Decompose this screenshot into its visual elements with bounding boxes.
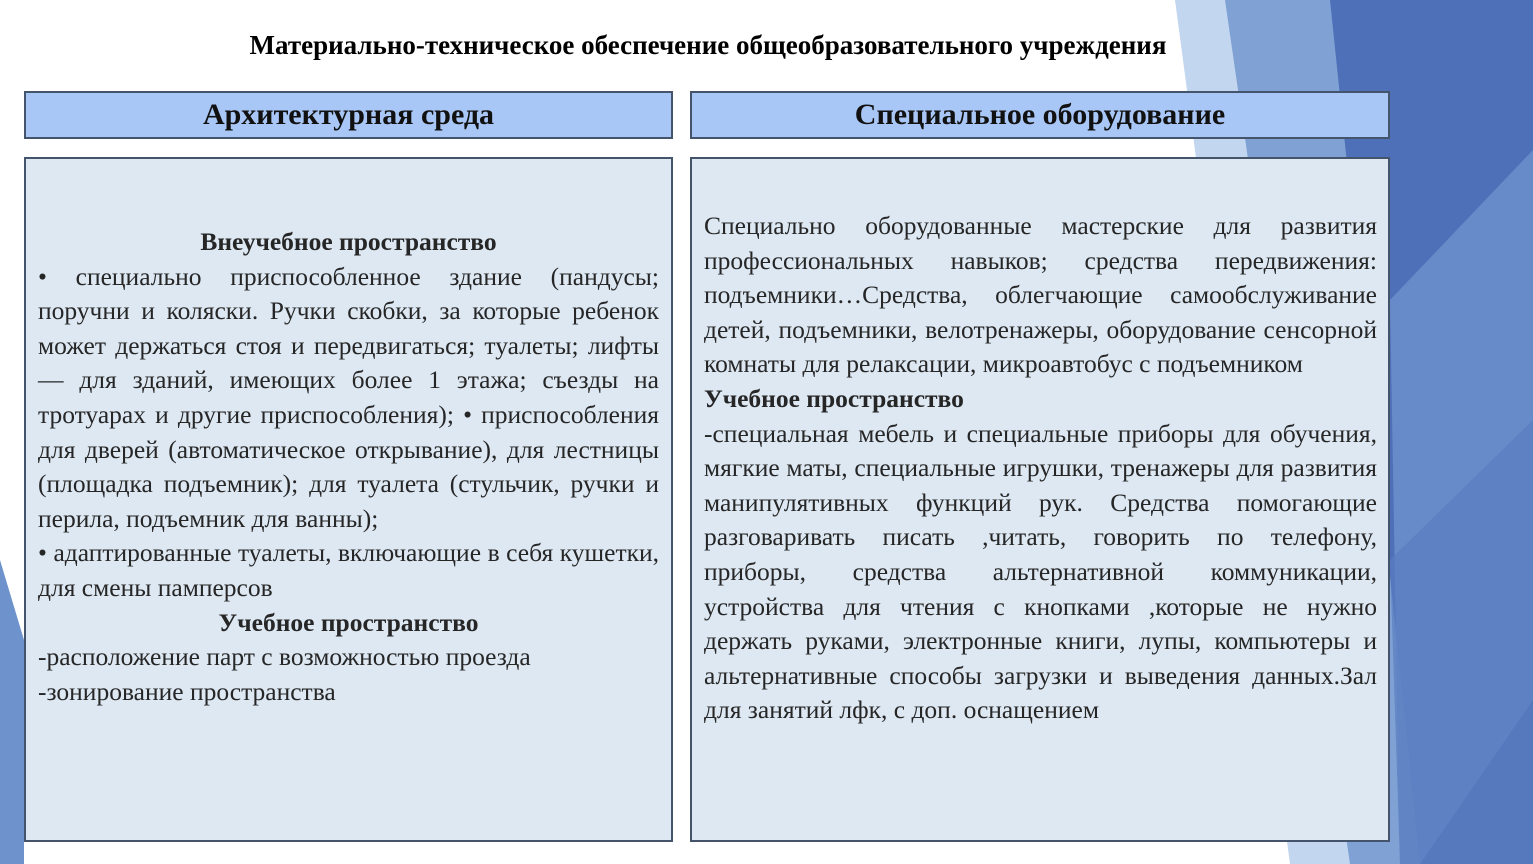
left-section2-line1: -расположение парт с возможностью проезда (38, 642, 531, 672)
left-section2-line2: -зонирование пространства (38, 676, 336, 706)
page-title: Материально-техническое обеспечение общеобразовательного учреждения (249, 30, 1167, 60)
right-section-heading: Учебное пространство (704, 383, 964, 413)
left-section2-heading: Учебное пространство (218, 607, 479, 637)
left-section1-text2: • адаптированные туалеты, включающие в себя кушетки, для смены памперсов (38, 538, 659, 602)
panel-architectural-environment (24, 157, 673, 842)
left-section1-heading: Внеучебное пространство (200, 227, 497, 256)
right-paragraph1: Специально оборудованные мастерские для развития профессиональных навыков; средства передвижения: подъемники…Средства, облегчающие самообслуживание детей, подъемники, велотренажеры, оборудование сенсорной комнаты для релаксации, микроавтобус с подъемником (704, 211, 1377, 379)
deco-left-facet (0, 560, 24, 864)
right-paragraph2: -специальная мебель и специальные приборы для обучения, мягкие маты, специальные игрушки, тренажеры для развития манипулятивных функций рук. Средства помогающие разговаривать писать ,читать, говорить по телефону, приборы, средства альтернативной коммуникации, устройства для чтения с кнопками ,которые не нужно держать руками, электронные книги, лупы, компьютеры и альтернативные способы загрузки и выведения данных.Зал для занятий лфк, с доп. оснащением (704, 418, 1377, 725)
header-special-equipment: Специальное оборудование (690, 91, 1390, 139)
header-architectural-environment: Архитектурная среда (24, 91, 673, 139)
left-section1-text: • специально приспособленное здание (пандусы; поручни и коляски. Ручки скобки, за которые ребенок может держаться стоя и передвигаться; туалеты; лифты — для зданий, имеющих более 1 этажа; съезды на тротуарах и другие приспособления); • приспособления для дверей (автоматическое открывание), для лестницы (площадка подъемник); для туалета (стульчик, ручки и перила, подъемник для ванны); (38, 261, 659, 533)
panel-special-equipment (690, 157, 1390, 842)
